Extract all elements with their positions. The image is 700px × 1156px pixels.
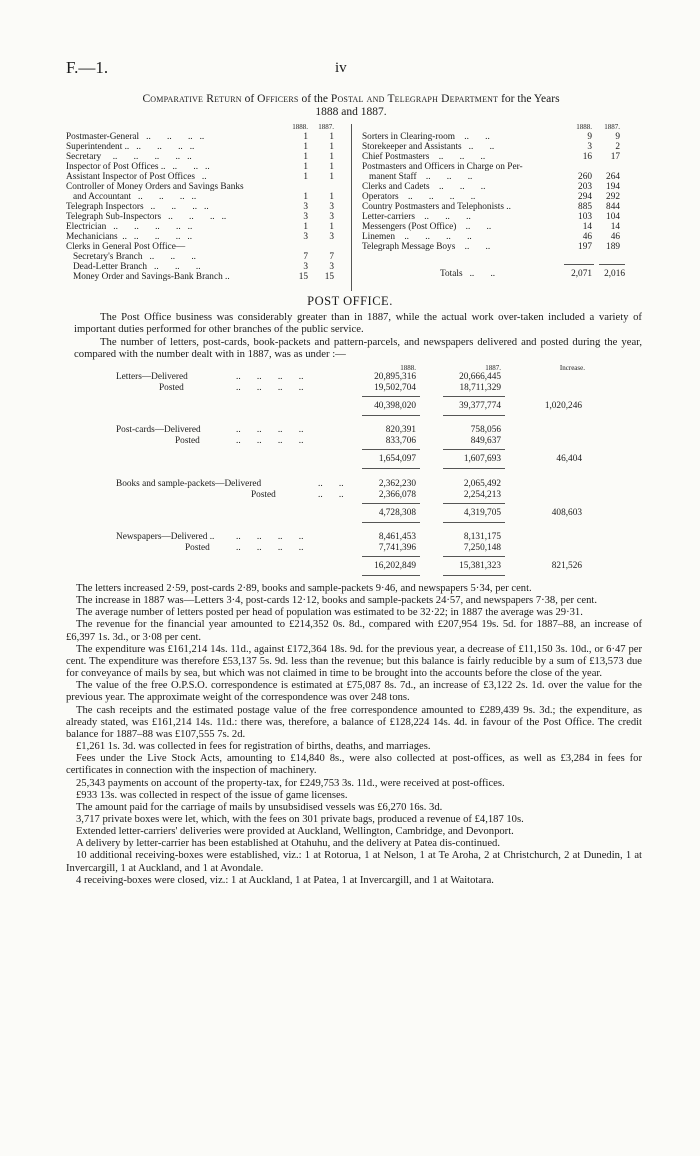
- value-1888-posted: 833,706: [385, 436, 416, 446]
- total-1887: 2,016: [604, 269, 625, 279]
- body-paragraph: £933 13s. was collected in respect of the issue of game licenses.: [76, 789, 348, 801]
- count-1887: 2: [615, 142, 620, 152]
- totals-dots: .. ..: [462, 269, 496, 279]
- officer-row: [66, 242, 334, 252]
- leader-dots: .. .. ..: [429, 182, 486, 192]
- body-paragraph: £1,261 1s. 3d. was collected in fees for registration of births, deaths, and marriages.: [76, 741, 431, 753]
- officer-row: [362, 132, 620, 142]
- officer-title: [362, 202, 570, 212]
- title-officers: Officers: [257, 93, 299, 105]
- mail-category-delivered: Letters—Delivered: [116, 372, 188, 382]
- body-paragraph: Extended letter-carriers' deliveries were provided at Auckland, Wellington, Cambridge, and Devonport.: [76, 826, 514, 838]
- leader-dots: .. .. .. ..: [129, 142, 195, 152]
- count-1887: 189: [606, 242, 620, 252]
- value-1888-delivered: 8,461,453: [378, 532, 416, 542]
- officer-label: Postmaster-General: [66, 132, 140, 142]
- count-1887: 9: [615, 132, 620, 142]
- count-1887: 17: [610, 152, 620, 162]
- officer-label: Mechanicians ..: [66, 232, 127, 242]
- count-1887: 292: [606, 192, 620, 202]
- officers-table-right: [362, 123, 620, 252]
- value-1887-posted: 7,250,148: [463, 543, 501, 553]
- count-1887: [592, 162, 620, 172]
- value-1888-posted: 19,502,704: [374, 383, 416, 393]
- leader-dots: .. .. .. ..: [131, 192, 197, 202]
- officer-row: [362, 212, 620, 222]
- officer-title: [66, 262, 290, 272]
- officer-row: [362, 172, 620, 182]
- rule-1888: [362, 503, 420, 504]
- officer-row: [362, 182, 620, 192]
- mail-category-posted: Posted: [185, 543, 210, 553]
- officer-row: [66, 152, 334, 162]
- count-1888: 1: [303, 172, 308, 182]
- officer-row: [66, 252, 334, 262]
- officer-label: Linemen: [362, 232, 396, 242]
- count-1887: 14: [610, 222, 620, 232]
- leader-dots: .. .. .. ..: [395, 232, 472, 242]
- officer-row: [66, 202, 334, 212]
- leader-dots: .. .. ..: [414, 212, 471, 222]
- officer-row: [66, 172, 334, 182]
- officer-row: [362, 222, 620, 232]
- officer-label: Sorters in Clearing-room: [362, 132, 455, 142]
- totals-rule-1888: [564, 264, 594, 265]
- count-1887: 1: [329, 222, 334, 232]
- value-1888-delivered: 820,391: [385, 425, 416, 435]
- mail-category-delivered: Post-cards—Delivered: [116, 425, 201, 435]
- officer-row: [362, 242, 620, 252]
- value-1888-posted: 7,741,396: [378, 543, 416, 553]
- officer-label: Telegraph Message Boys: [362, 242, 456, 252]
- value-1887-delivered: 758,056: [470, 425, 501, 435]
- body-paragraph: The revenue for the financial year amounted to £214,352 0s. 8d., compared with £207,954 19s. 5d. for 1887–88, an increase of £6,397 1s. 3d., or 3·08 per cent.: [66, 619, 642, 643]
- count-1888: 3: [303, 212, 308, 222]
- count-1887: 194: [606, 182, 620, 192]
- total-1888: 40,398,020: [374, 401, 416, 411]
- officer-label: and Accountant: [66, 192, 132, 202]
- officer-title: [362, 182, 570, 192]
- total-1888: 4,728,308: [378, 508, 416, 518]
- mail-col-1887: 1887.: [485, 364, 501, 372]
- count-1888: 9: [587, 132, 592, 142]
- officer-row: [362, 162, 620, 172]
- leader-dots: .. .. ..: [429, 152, 486, 162]
- increase-value: 46,404: [556, 454, 582, 464]
- officer-row: [66, 222, 334, 232]
- body-paragraph: The amount paid for the carriage of mails by unsubsidised vessels was £6,270 16s. 3d.: [76, 801, 443, 813]
- leader-dots: .. .. .. ..: [236, 383, 304, 393]
- count-1888: 1: [303, 142, 308, 152]
- value-1887-posted: 849,637: [470, 436, 501, 446]
- officer-label: Dead-Letter Branch: [66, 262, 148, 272]
- body-paragraph: The increase in 1887 was—Letters 3·4, post-cards 12·12, books and sample-packets 24·57, and newspapers 7·38, per cent.: [76, 595, 597, 607]
- count-1888: 14: [582, 222, 592, 232]
- officer-title: [66, 192, 290, 202]
- officer-row: [362, 152, 620, 162]
- officer-label: Inspector of Post Offices ..: [66, 162, 166, 172]
- rule-1887: [443, 522, 505, 523]
- leader-dots: ..: [194, 172, 207, 182]
- leader-dots: .. ..: [318, 479, 344, 489]
- body-paragraph: 3,717 private boxes were let, which, with the fees on 301 private bags, produced a revenue of £4,187 10s.: [76, 813, 524, 825]
- total-1888: 2,071: [571, 269, 592, 279]
- count-1888: 46: [582, 232, 592, 242]
- rule-1888: [362, 556, 420, 557]
- mail-category-posted: Posted: [251, 490, 276, 500]
- count-1888: 3: [303, 232, 308, 242]
- leader-dots: .. ..: [455, 242, 491, 252]
- count-1887: 3: [329, 212, 334, 222]
- count-1887: 1: [329, 142, 334, 152]
- officer-label: Controller of Money Orders and Savings Banks: [66, 182, 244, 192]
- count-1888: 1: [303, 222, 308, 232]
- officer-title: [362, 222, 570, 232]
- count-1888: 103: [578, 212, 592, 222]
- value-1887-delivered: 20,666,445: [459, 372, 501, 382]
- count-1888: 3: [303, 262, 308, 272]
- leader-dots: .. .. .. ..: [236, 372, 304, 382]
- count-1888: 15: [298, 272, 308, 282]
- intro-paragraph-1: The Post Office business was considerably greater than in 1887, while the actual work over-taken included a variety of important duties performed for other branches of the public service.: [74, 311, 642, 336]
- body-paragraph: The value of the free O.P.S.O. correspondence is estimated at £75,087 8s. 7d., an increase of £3,122 2s. 1d. over the value for the previous year. The approximate weight of the correspondence was over 248 tons.: [66, 680, 642, 704]
- increase-value: 821,526: [551, 561, 582, 571]
- officer-row: [66, 162, 334, 172]
- leader-dots: .. .. .. ..: [236, 532, 304, 542]
- count-1888: 260: [578, 172, 592, 182]
- leader-dots: .. .. .. ..: [161, 212, 227, 222]
- rule-1888: [362, 468, 420, 469]
- officer-label: Superintendent ..: [66, 142, 130, 152]
- officer-row: [66, 212, 334, 222]
- total-1887: 1,607,693: [463, 454, 501, 464]
- leader-dots: .. ..: [461, 142, 495, 152]
- count-1888: [570, 162, 592, 172]
- leader-dots: .. .. .. ..: [236, 543, 304, 553]
- officer-label: Clerks in General Post Office—: [66, 242, 186, 252]
- officer-title: [66, 162, 290, 172]
- rule-1887: [443, 556, 505, 557]
- value-1888-delivered: 20,895,316: [374, 372, 416, 382]
- officer-row: [66, 142, 334, 152]
- total-1888: 1,654,097: [378, 454, 416, 464]
- increase-value: 1,020,246: [544, 401, 582, 411]
- officer-title: [362, 242, 570, 252]
- mail-category-posted: Posted: [159, 383, 184, 393]
- count-1888: 3: [303, 202, 308, 212]
- officer-label: Secretary's Branch: [66, 252, 143, 262]
- title-department: Postal and Telegraph Department: [330, 93, 499, 105]
- officer-label: Storekeeper and Assistants: [362, 142, 462, 152]
- officer-title: [66, 222, 290, 232]
- body-paragraph: Fees under the Live Stock Acts, amounting to £14,840 8s., were also collected at post-offices, as well as £3,284 in fees for certificates in connection with the inspection of machinery.: [66, 753, 642, 777]
- officer-title: [66, 272, 290, 282]
- count-1887: 1: [329, 152, 334, 162]
- count-1888: 1: [303, 132, 308, 142]
- count-1887: 1: [329, 162, 334, 172]
- count-1888: 1: [303, 152, 308, 162]
- mail-col-1888: 1888.: [400, 364, 416, 372]
- total-1887: 4,319,705: [463, 508, 501, 518]
- count-1888: 7: [303, 252, 308, 262]
- rule-1887: [443, 503, 505, 504]
- count-1888: 294: [578, 192, 592, 202]
- total-1887: 39,377,774: [459, 401, 501, 411]
- count-1887: 104: [606, 212, 620, 222]
- count-1887: 844: [606, 202, 620, 212]
- officer-title: [66, 212, 290, 222]
- officer-label: Postmasters and Officers in Charge on Per-: [362, 162, 523, 172]
- leader-dots: .. ..: [454, 132, 490, 142]
- officer-label: Chief Postmasters: [362, 152, 430, 162]
- count-1888: 3: [587, 142, 592, 152]
- officer-title: [362, 132, 570, 142]
- officer-label: Money Order and Savings-Bank Branch ..: [66, 272, 230, 282]
- officer-title: [66, 152, 290, 162]
- officer-title: [362, 212, 570, 222]
- count-1887: 3: [329, 202, 334, 212]
- officer-title: [362, 152, 570, 162]
- officer-row: [362, 232, 620, 242]
- document-code: F.—1.: [66, 58, 109, 77]
- value-1888-posted: 2,366,078: [378, 490, 416, 500]
- rule-1887: [443, 396, 505, 397]
- officer-label: Letter-carriers: [362, 212, 415, 222]
- officer-title: [362, 172, 570, 182]
- count-1888: 203: [578, 182, 592, 192]
- officer-title: [66, 242, 290, 252]
- leader-dots: .. ..: [318, 490, 344, 500]
- officer-label: Assistant Inspector of Post Offices: [66, 172, 195, 182]
- officer-label: Secretary: [66, 152, 102, 162]
- title-of-the: of the: [298, 93, 331, 105]
- leader-dots: .. .. .. ..: [398, 192, 476, 202]
- officer-title: [66, 132, 290, 142]
- leader-dots: ..: [503, 202, 511, 212]
- leader-dots: .. .. .. ..: [139, 132, 205, 142]
- report-body: [66, 583, 642, 887]
- leader-dots: .. .. .. .. ..: [106, 222, 193, 232]
- officer-label: Clerks and Cadets: [362, 182, 430, 192]
- officer-row: [66, 232, 334, 242]
- value-1888-delivered: 2,362,230: [378, 479, 416, 489]
- increase-value: 408,603: [551, 508, 582, 518]
- count-1888: [290, 242, 308, 252]
- totals-row: [380, 269, 625, 279]
- return-title: [66, 93, 636, 119]
- officer-label: Country Postmasters and Telephonists: [362, 202, 504, 212]
- body-paragraph: The letters increased 2·59, post-cards 2·89, books and sample-packets 9·46, and newspapers 5·34, per cent.: [76, 583, 532, 594]
- body-paragraph: A delivery by letter-carrier has been established at Otahuhu, and the delivery at Patea dis-continued.: [76, 838, 500, 850]
- leader-dots: .. .. ..: [147, 262, 201, 272]
- value-1887-posted: 18,711,329: [459, 383, 501, 393]
- mail-category-delivered: Books and sample-packets—Delivered: [116, 479, 262, 489]
- leader-dots: .. .. ..: [142, 252, 197, 262]
- body-paragraph: The expenditure was £161,214 14s. 11d., against £172,364 18s. 9d. for the previous year, a decrease of £11,150 3s. 10d., or 6·47 per cent. The expenditure was therefore £53,137 5s. 9d. less than the revenue; but this balance is fairly reducible by a sum of £13,573 due for conveyance of mails by sea, but which was not claimed in time to be brought into the accounts before the close of the year.: [66, 643, 642, 680]
- total-1888: 16,202,849: [374, 561, 416, 571]
- officers-table-left: [66, 123, 334, 282]
- count-1887: [308, 242, 334, 252]
- count-1887: 1: [329, 172, 334, 182]
- title-for-the: for the: [498, 93, 534, 105]
- count-1887: 7: [329, 252, 334, 262]
- officer-label: Telegraph Sub-Inspectors: [66, 212, 162, 222]
- totals-label: Totals: [440, 269, 463, 279]
- mail-category-posted: Posted: [175, 436, 200, 446]
- section-title: POST OFFICE.: [307, 294, 393, 308]
- officer-row: [66, 182, 334, 192]
- title-of: of: [241, 93, 258, 105]
- mail-col-increase: Increase.: [559, 364, 585, 372]
- rule-1888: [362, 396, 420, 397]
- body-paragraph: 4 receiving-boxes were closed, viz.: 1 at Auckland, 1 at Patea, 1 at Invercargill, and 1 at Waitotara.: [76, 874, 494, 886]
- leader-dots: .. .. .. ..: [236, 436, 304, 446]
- count-1887: 264: [606, 172, 620, 182]
- value-1887-delivered: 8,131,175: [463, 532, 501, 542]
- rule-1888: [362, 522, 420, 523]
- intro-paragraph-2: The number of letters, post-cards, book-packets and pattern-parcels, and newspapers delivered and posted during the year, compared with the number dealt with in 1887, was as under :—: [74, 336, 642, 361]
- body-paragraph: 25,343 payments on account of the property-tax, for £249,753 3s. 11d., were received at post-offices.: [76, 777, 505, 789]
- leader-dots: .. ..: [456, 222, 492, 232]
- count-1887: 3: [329, 232, 334, 242]
- officer-title: [362, 142, 570, 152]
- officer-title: [66, 182, 290, 192]
- officer-row: [362, 142, 620, 152]
- officer-title: [362, 192, 570, 202]
- value-1887-delivered: 2,065,492: [463, 479, 501, 489]
- count-1887: 1: [329, 192, 334, 202]
- count-1887: 1: [329, 132, 334, 142]
- rule-1888: [362, 415, 420, 416]
- leader-dots: .. .. .. .. ..: [101, 152, 192, 162]
- officer-title: [362, 162, 570, 172]
- totals-rule-1887: [599, 264, 625, 265]
- title-comparative-return: Comparative Return: [142, 93, 242, 105]
- leader-dots: .. .. ..: [416, 172, 473, 182]
- col-1887: 1887.: [318, 123, 334, 131]
- leader-dots: .. .. .. ..: [143, 202, 209, 212]
- col-1888: 1888.: [292, 123, 308, 131]
- body-paragraph: The cash receipts and the estimated postage value of the free correspondence amounted to £289,439 9s. 3d.; the expenditure, as already stated, was £161,214 14s. 11d.: there was, therefore, a balance of £128,224 14s. 4d. in favour of the Post Office. The credit balance for 1887–88 was £107,555 7s. 2d.: [66, 704, 642, 740]
- column-divider: [351, 124, 352, 291]
- count-1887: 3: [329, 262, 334, 272]
- total-1887: 15,381,323: [459, 561, 501, 571]
- rule-1887: [443, 449, 505, 450]
- rule-1887: [443, 575, 505, 576]
- officer-label: Telegraph Inspectors: [66, 202, 144, 212]
- count-1888: [290, 182, 308, 192]
- officer-title: [66, 172, 290, 182]
- officer-row: [66, 192, 334, 202]
- value-1887-posted: 2,254,213: [463, 490, 501, 500]
- officer-title: [66, 142, 290, 152]
- rule-1887: [443, 468, 505, 469]
- count-1888: 197: [578, 242, 592, 252]
- col-1888-right: 1888.: [576, 123, 592, 131]
- officer-row: [66, 272, 334, 282]
- count-1887: 15: [324, 272, 334, 282]
- count-1888: 16: [582, 152, 592, 162]
- officer-row: [362, 202, 620, 212]
- officer-title: [362, 232, 570, 242]
- leader-dots: .. .. .. ..: [126, 232, 193, 242]
- officer-title: [66, 252, 290, 262]
- officer-title: [66, 202, 290, 212]
- page-number: iv: [335, 60, 347, 76]
- count-1887: 46: [610, 232, 620, 242]
- count-1887: [308, 182, 334, 192]
- officer-title: [66, 232, 290, 242]
- officer-row: [66, 132, 334, 142]
- leader-dots: .. .. .. ..: [236, 425, 304, 435]
- body-paragraph: The average number of letters posted per head of population was estimated to be 32·22; in 1887 the average was 29·31.: [76, 607, 583, 619]
- body-paragraph: 10 additional receiving-boxes were established, viz.: 1 at Rotorua, 1 at Nelson, 1 at Te Aroha, 2 at Christchurch, 2 at Dunedin, 1 at Invercargill, 1 at Auckland, and 1 at Avondale.: [66, 850, 642, 874]
- officer-label: Messengers (Post Office): [362, 222, 457, 232]
- col-1887-right: 1887.: [604, 123, 620, 131]
- officer-label: manent Staff: [362, 172, 417, 182]
- count-1888: 1: [303, 162, 308, 172]
- officer-label: Electrician: [66, 222, 107, 232]
- officer-label: Operators: [362, 192, 399, 202]
- title-years: Years: [533, 93, 560, 105]
- mail-category-delivered: Newspapers—Delivered ..: [116, 532, 215, 542]
- officer-row: [362, 192, 620, 202]
- officer-row: [66, 262, 334, 272]
- count-1888: 885: [578, 202, 592, 212]
- rule-1887: [443, 415, 505, 416]
- count-1888: 1: [303, 192, 308, 202]
- rule-1888: [362, 449, 420, 450]
- leader-dots: .. .. ..: [165, 162, 210, 172]
- title-year-range: 1888 and 1887.: [315, 106, 387, 118]
- rule-1888: [362, 575, 420, 576]
